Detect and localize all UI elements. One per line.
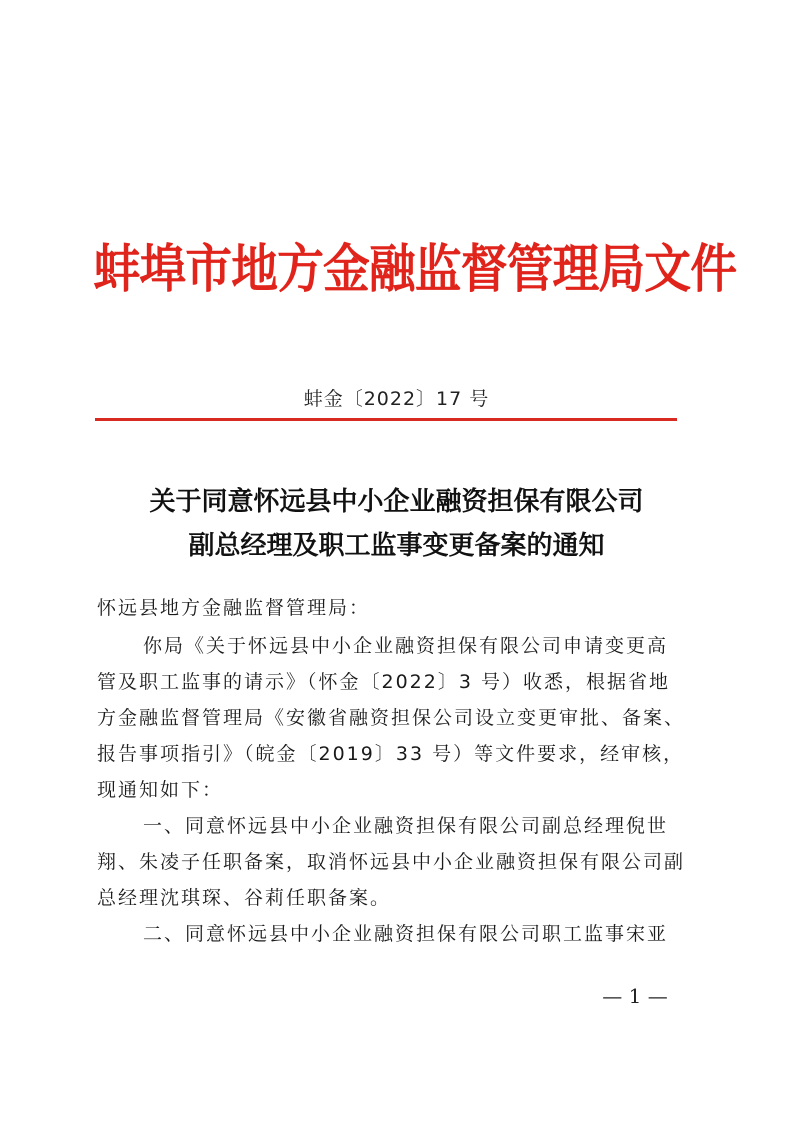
notice-body [97, 590, 687, 952]
masthead-title: 蚌埠市地方金融监督管理局文件 [93, 239, 737, 300]
paragraph-intro: 你局《关于怀远县中小企业融资担保有限公司申请变更高管及职工监事的请示》（怀金〔2022〕3 号）收悉，根据省地方金融监督管理局《安徽省融资担保公司设立变更审批、备案、报告事项指引》（皖金〔2019〕33 号）等文件要求，经审核，现通知如下： [97, 635, 686, 801]
document-number: 蚌金〔2022〕17 号 [303, 388, 490, 410]
addressee: 怀远县地方金融监督管理局： [97, 597, 371, 619]
title-line-1: 关于同意怀远县中小企业融资担保有限公司 [149, 487, 644, 517]
title-line-2: 副总经理及职工监事变更备案的通知 [188, 531, 605, 561]
paragraph-item-2: 二、同意怀远县中小企业融资担保有限公司职工监事宋亚 [143, 923, 669, 945]
paragraph-item-1: 一、同意怀远县中小企业融资担保有限公司副总经理倪世翔、朱凌子任职备案，取消怀远县中小企业融资担保有限公司副总经理沈琪琛、谷莉任职备案。 [97, 815, 686, 909]
notice-title [60, 480, 733, 568]
red-divider-line [95, 418, 677, 421]
page-number: — 1 — [602, 984, 668, 1008]
